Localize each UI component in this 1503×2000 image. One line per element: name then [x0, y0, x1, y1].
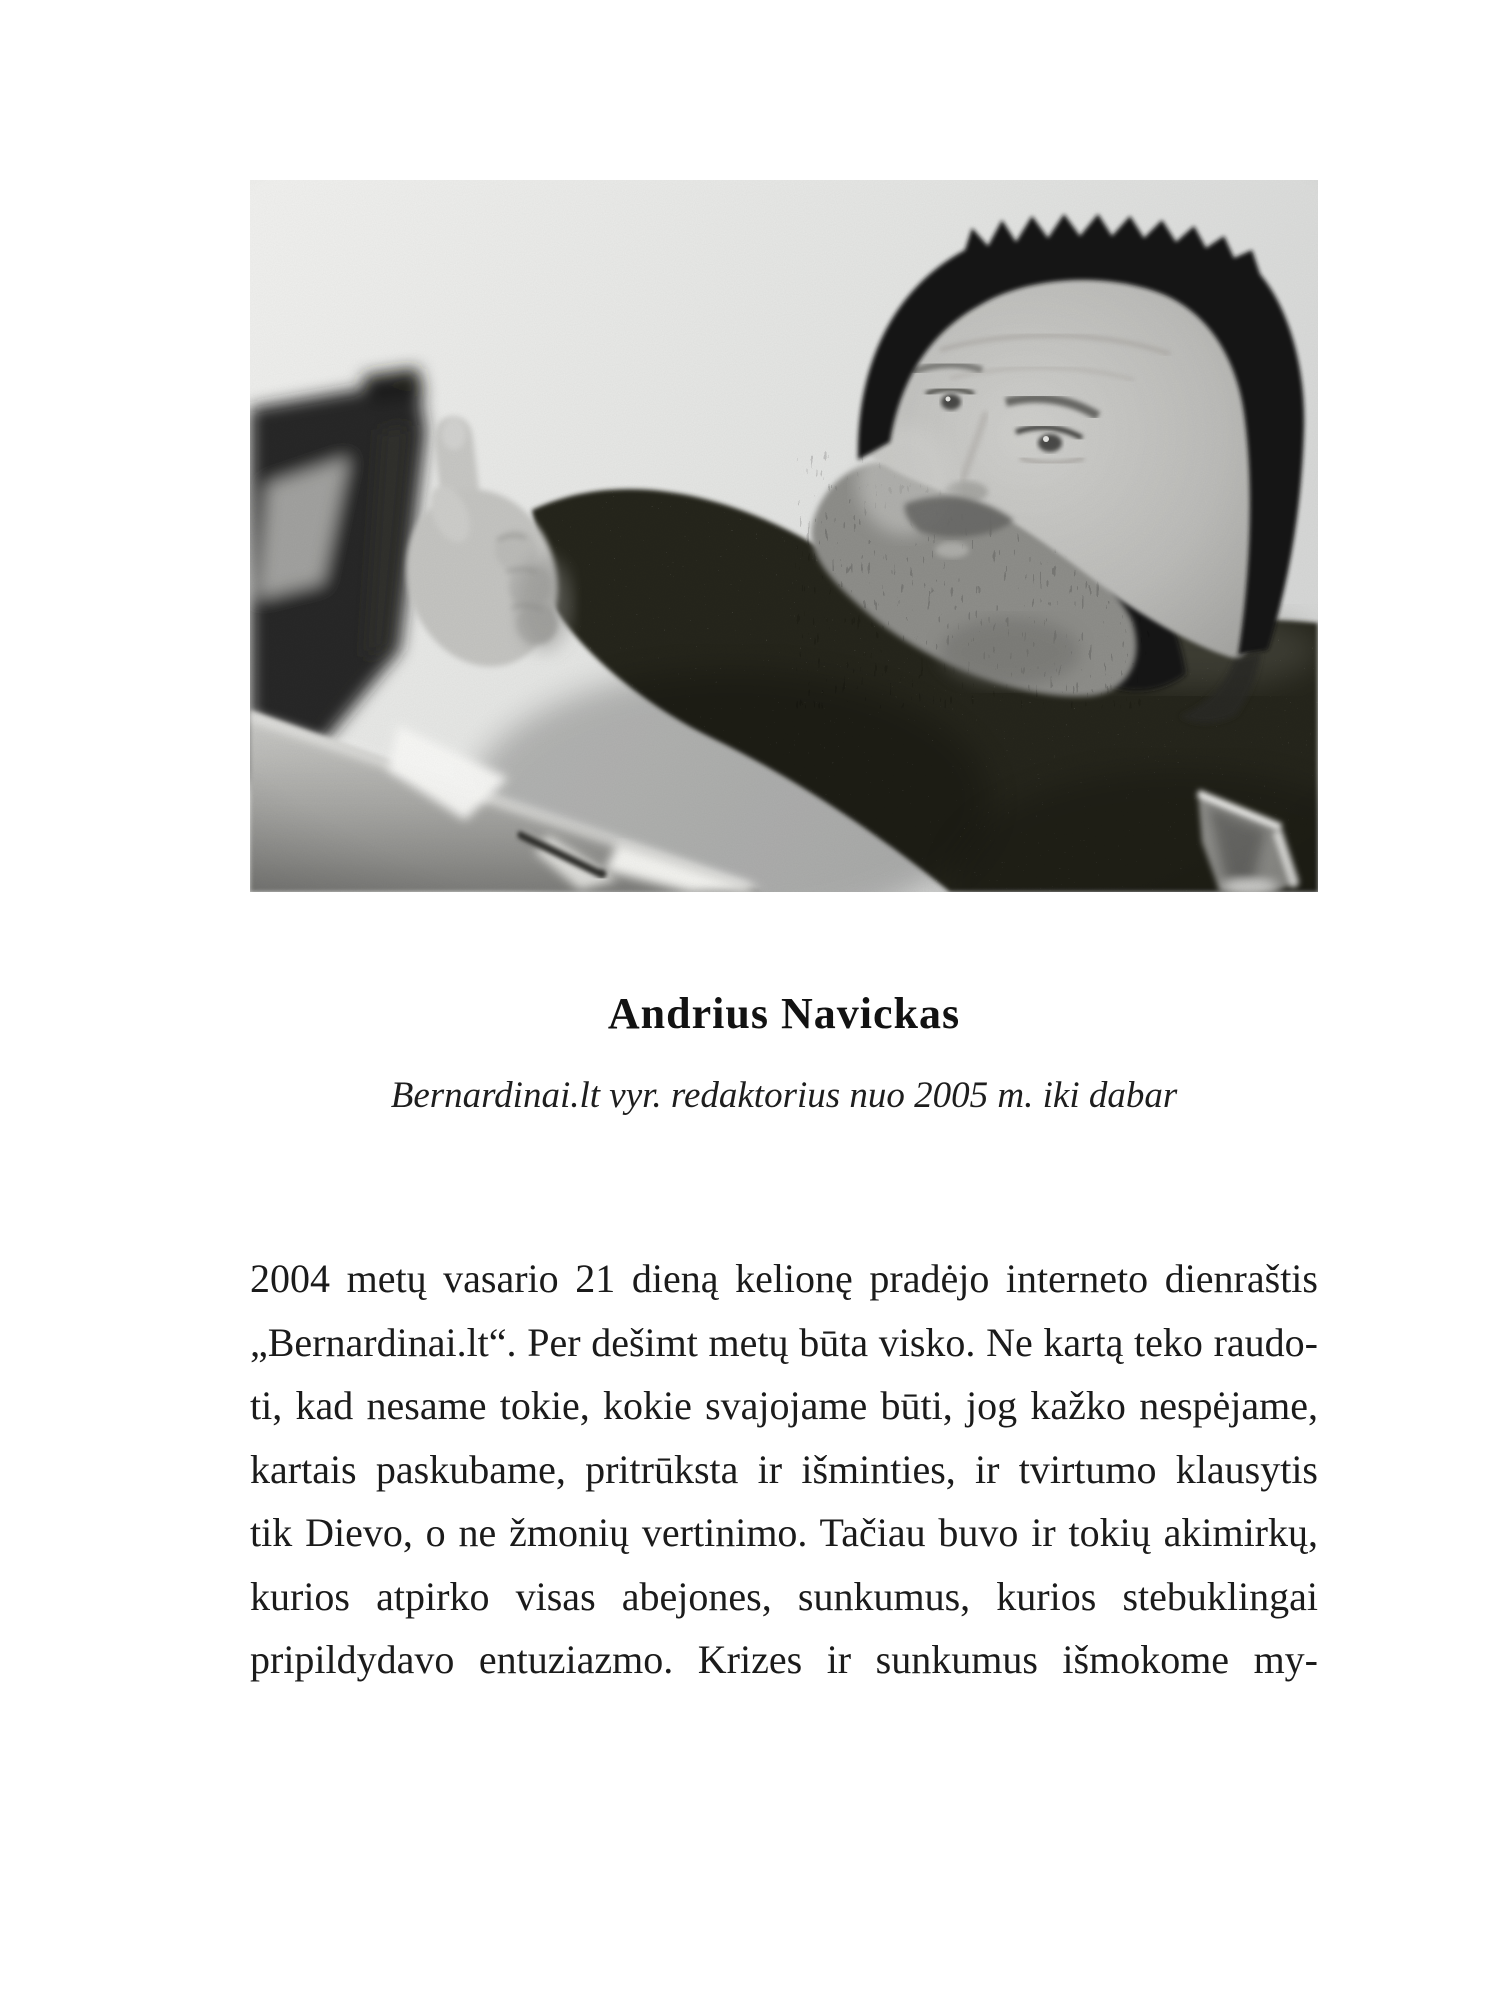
page-title: Andrius Navickas — [607, 989, 961, 1038]
body-line: 2004 metų vasario 21 dieną kelionę pradėjo interneto dienraštis — [250, 1256, 1318, 1301]
portrait-photo — [250, 180, 1318, 892]
page-subtitle: Bernardinai.lt vyr. redaktorius nuo 2005 m. iki dabar — [390, 1075, 1178, 1116]
body-line: tik Dievo, o ne žmonių vertinimo. Tačiau buvo ir tokių akimirkų, — [250, 1510, 1318, 1555]
body-text — [250, 1247, 1318, 1692]
body-line: kurios atpirko visas abejones, sunkumus, kurios stebuklingai — [250, 1573, 1318, 1619]
body-line: pripildydavo entuziazmo. Krizes ir sunkumus išmokome my- — [250, 1637, 1318, 1682]
vignette-overlay — [250, 180, 1318, 892]
body-line: „Bernardinai.lt“. Per dešimt metų būta visko. Ne kartą teko raudo- — [250, 1319, 1318, 1365]
body-line: ti, kad nesame tokie, kokie svajojame būti, jog kažko nespėjame, — [250, 1383, 1318, 1428]
body-line: kartais paskubame, pritrūksta ir išminties, ir tvirtumo klausytis — [250, 1446, 1318, 1492]
portrait-photo-illustration — [250, 180, 1318, 892]
